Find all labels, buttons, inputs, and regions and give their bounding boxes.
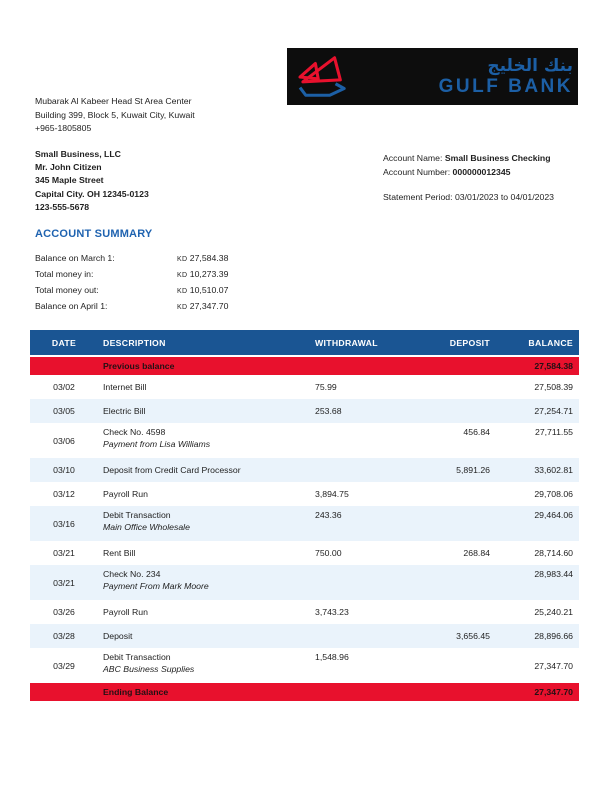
account-name-label: Account Name: xyxy=(383,153,445,163)
transaction-withdrawal xyxy=(315,423,410,427)
transaction-balance: 25,240.21 xyxy=(534,607,573,617)
bank-phone: +965-1805805 xyxy=(35,123,92,133)
account-name-value: Small Business Checking xyxy=(444,153,551,163)
previous-balance-label: Previous balance xyxy=(103,361,175,371)
transaction-subdescription: ABC Business Supplies xyxy=(103,664,195,674)
dhow-sailboat-icon xyxy=(295,53,353,101)
statement-period-label: Statement Period: xyxy=(383,192,455,202)
transaction-date: 03/10 xyxy=(53,465,75,475)
transaction-subdescription: Payment from Lisa Williams xyxy=(103,439,211,449)
transaction-deposit: 268.84 xyxy=(463,548,490,558)
transaction-balance: 29,464.06 xyxy=(534,510,573,520)
table-row xyxy=(30,624,579,648)
currency-code: KD xyxy=(177,304,188,311)
summary-amount: 27,347.70 xyxy=(189,301,229,311)
transaction-description: Rent Bill xyxy=(103,548,136,558)
customer-street: 345 Maple Street xyxy=(35,175,104,186)
ending-balance-label: Ending Balance xyxy=(103,687,169,697)
summary-value xyxy=(177,251,228,267)
summary-value xyxy=(177,283,228,299)
transaction-balance: 28,714.60 xyxy=(534,548,573,558)
table-row xyxy=(30,375,579,399)
table-row xyxy=(30,600,579,624)
transaction-date: 03/02 xyxy=(53,382,75,392)
transaction-withdrawal: 75.99 xyxy=(315,382,337,392)
header-withdrawal: WITHDRAWAL xyxy=(315,338,378,348)
account-info-block xyxy=(383,152,554,205)
account-summary-title: ACCOUNT SUMMARY xyxy=(35,228,153,240)
previous-balance-value: 27,584.38 xyxy=(534,361,573,371)
transaction-date: 03/21 xyxy=(53,577,75,588)
table-header-row xyxy=(30,330,579,355)
transaction-date: 03/05 xyxy=(53,406,75,416)
header-deposit: DEPOSIT xyxy=(449,338,490,348)
transaction-date: 03/12 xyxy=(53,489,75,499)
transaction-date: 03/26 xyxy=(53,607,75,617)
transaction-description: Debit Transaction xyxy=(103,652,171,662)
transaction-description: Check No. 4598 xyxy=(103,427,166,437)
bank-address xyxy=(35,95,195,136)
transaction-date: 03/28 xyxy=(53,631,75,641)
header-balance: BALANCE xyxy=(528,338,573,348)
transaction-description: Electric Bill xyxy=(103,406,146,416)
statement-period-value: 03/01/2023 to 04/01/2023 xyxy=(454,192,554,202)
table-row xyxy=(30,399,579,423)
transaction-description: Payroll Run xyxy=(103,489,148,499)
summary-amount: 10,273.39 xyxy=(189,269,229,279)
transaction-balance: 27,711.55 xyxy=(534,427,573,437)
customer-city: Capital City. OH 12345-0123 xyxy=(35,188,149,199)
table-row xyxy=(30,458,579,482)
transaction-deposit: 456.84 xyxy=(463,427,490,437)
table-row xyxy=(30,482,579,506)
customer-phone: 123-555-5678 xyxy=(35,201,90,212)
summary-value xyxy=(177,299,228,315)
gulf-bank-logo xyxy=(287,48,578,105)
transaction-balance: 33,602.81 xyxy=(534,465,573,475)
summary-row xyxy=(35,251,228,267)
ending-balance-value: 27,347.70 xyxy=(534,687,573,697)
bank-name-arabic: بنك الخليج xyxy=(487,55,573,76)
summary-value xyxy=(177,267,228,283)
previous-balance-row xyxy=(30,357,579,375)
header-description: DESCRIPTION xyxy=(103,338,166,348)
transaction-subdescription: Payment From Mark Moore xyxy=(103,581,209,591)
account-summary xyxy=(35,251,228,315)
transaction-withdrawal: 1,548.96 xyxy=(315,652,349,662)
summary-label: Balance on April 1: xyxy=(35,301,108,311)
table-row xyxy=(30,506,579,541)
transaction-balance: 28,983.44 xyxy=(534,569,573,579)
transaction-deposit xyxy=(410,648,490,652)
header-date: DATE xyxy=(51,338,77,348)
transaction-deposit xyxy=(410,506,490,510)
transaction-balance: 27,254.71 xyxy=(534,406,573,416)
transaction-withdrawal: 253.68 xyxy=(315,406,342,416)
table-row xyxy=(30,423,579,458)
transaction-balance: 28,896.66 xyxy=(534,631,573,641)
transaction-description: Deposit from Credit Card Processor xyxy=(103,465,241,475)
summary-label: Total money in: xyxy=(35,269,94,279)
transaction-withdrawal xyxy=(315,565,410,569)
summary-label: Total money out: xyxy=(35,285,99,295)
transaction-withdrawal: 3,743.23 xyxy=(315,607,349,617)
transaction-description: Internet Bill xyxy=(103,382,147,392)
summary-amount: 27,584.38 xyxy=(189,253,229,263)
account-number-value: 000000012345 xyxy=(452,166,511,177)
transaction-date: 03/06 xyxy=(53,435,75,446)
bank-address-line1: Mubarak Al Kabeer Head St Area Center xyxy=(35,96,192,106)
transaction-subdescription: Main Office Wholesale xyxy=(103,522,190,532)
transaction-deposit xyxy=(410,565,490,569)
transaction-date: 03/29 xyxy=(53,660,75,671)
transaction-withdrawal: 3,894.75 xyxy=(315,489,349,499)
transaction-description: Check No. 234 xyxy=(103,569,161,579)
transaction-description: Deposit xyxy=(103,631,133,641)
transaction-deposit: 3,656.45 xyxy=(456,631,490,641)
summary-row xyxy=(35,299,228,315)
customer-name: Mr. John Citizen xyxy=(35,162,102,173)
transaction-deposit: 5,891.26 xyxy=(456,465,490,475)
summary-row xyxy=(35,283,228,299)
customer-company: Small Business, LLC xyxy=(35,149,121,159)
currency-code: KD xyxy=(177,272,188,279)
bank-address-line2: Building 399, Block 5, Kuwait City, Kuwait xyxy=(35,109,195,120)
transaction-withdrawal: 243.36 xyxy=(315,510,342,520)
transactions-table xyxy=(30,330,579,701)
table-row xyxy=(30,565,579,600)
currency-code: KD xyxy=(177,256,188,263)
transaction-date: 03/16 xyxy=(53,518,75,529)
summary-label: Balance on March 1: xyxy=(35,253,115,263)
transaction-date: 03/21 xyxy=(53,548,75,558)
summary-amount: 10,510.07 xyxy=(189,285,229,295)
transaction-balance: 29,708.06 xyxy=(534,489,573,499)
transaction-description: Payroll Run xyxy=(103,607,148,617)
ending-balance-row xyxy=(30,683,579,701)
customer-block xyxy=(35,148,149,214)
table-row xyxy=(30,541,579,565)
account-number-label: Account Number: xyxy=(383,166,453,177)
transaction-balance: 27,347.70 xyxy=(534,660,573,671)
table-row xyxy=(30,648,579,683)
summary-row xyxy=(35,267,228,283)
transaction-withdrawal: 750.00 xyxy=(315,548,342,558)
currency-code: KD xyxy=(177,288,188,295)
transaction-balance: 27,508.39 xyxy=(534,382,573,392)
transaction-description: Debit Transaction xyxy=(103,510,171,520)
bank-name-latin: GULF BANK xyxy=(438,75,573,97)
